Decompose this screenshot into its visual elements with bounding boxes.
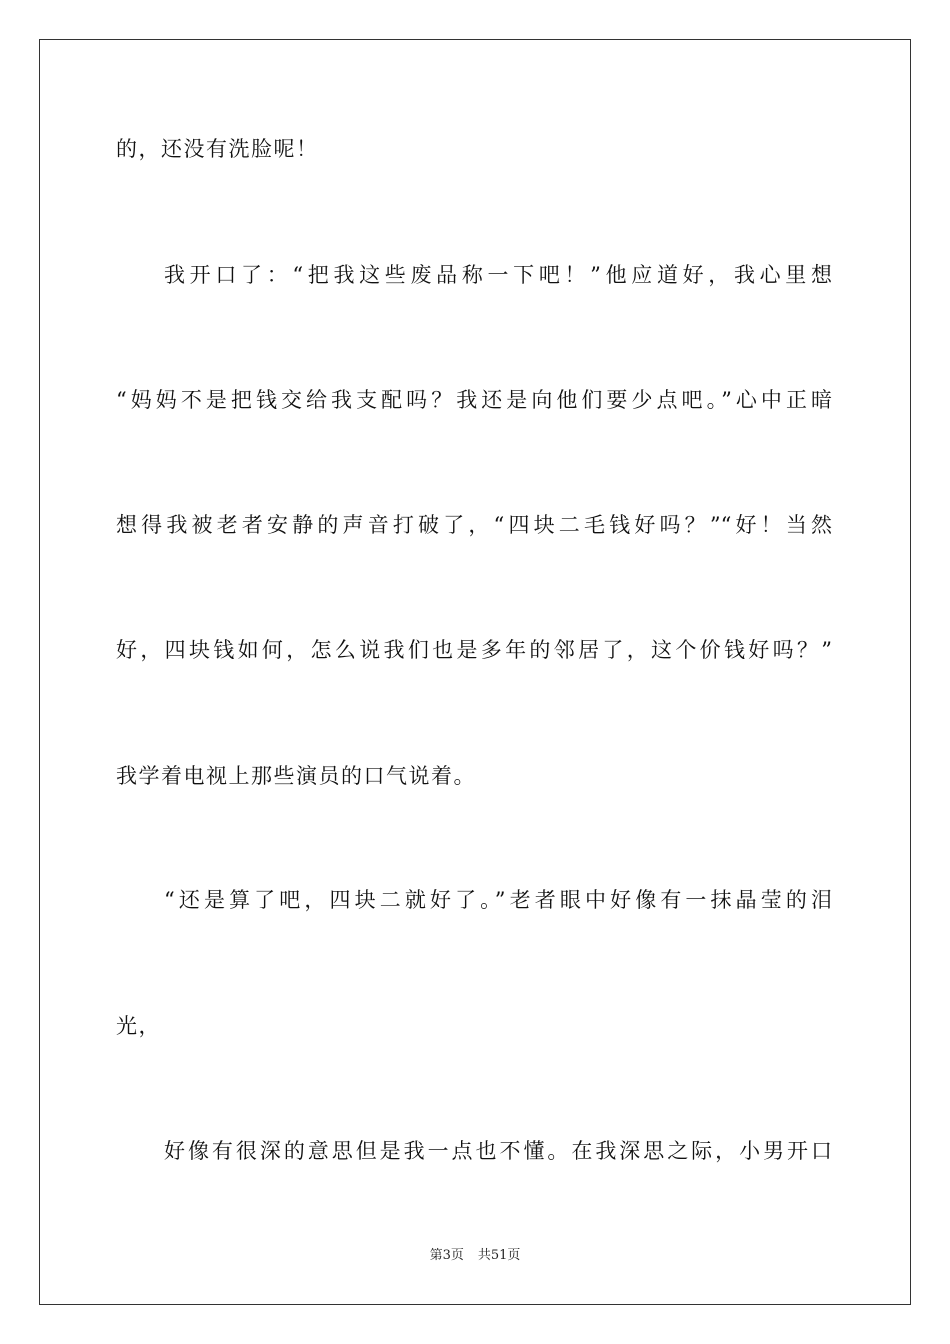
total-pages: 共51页 — [477, 1248, 521, 1263]
text-line-6: 我学着电视上那些演员的口气说着。 — [116, 764, 476, 788]
page-footer — [0, 1247, 950, 1265]
text-line-2: 我开口了：“把我这些废品称一下吧！”他应道好，我心里想 — [164, 263, 832, 287]
text-line-4: 想得我被老者安静的声音打破了，“四块二毛钱好吗？”“好！当然 — [116, 513, 832, 537]
text-line-3: “妈妈不是把钱交给我支配吗？我还是向他们要少点吧。”心中正暗 — [116, 388, 832, 412]
text-line-9: 好像有很深的意思但是我一点也不懂。在我深思之际，小男开口 — [164, 1139, 832, 1163]
text-line-5: 好，四块钱如何，怎么说我们也是多年的邻居了，这个价钱好吗？” — [116, 638, 832, 662]
page-number: 第3页 — [429, 1248, 464, 1263]
text-line-7: “还是算了吧，四块二就好了。”老者眼中好像有一抹晶莹的泪 — [164, 888, 832, 912]
text-line-8: 光， — [116, 1014, 161, 1038]
page-border — [39, 39, 911, 1305]
text-line-1: 的，还没有洗脸呢！ — [116, 137, 319, 161]
